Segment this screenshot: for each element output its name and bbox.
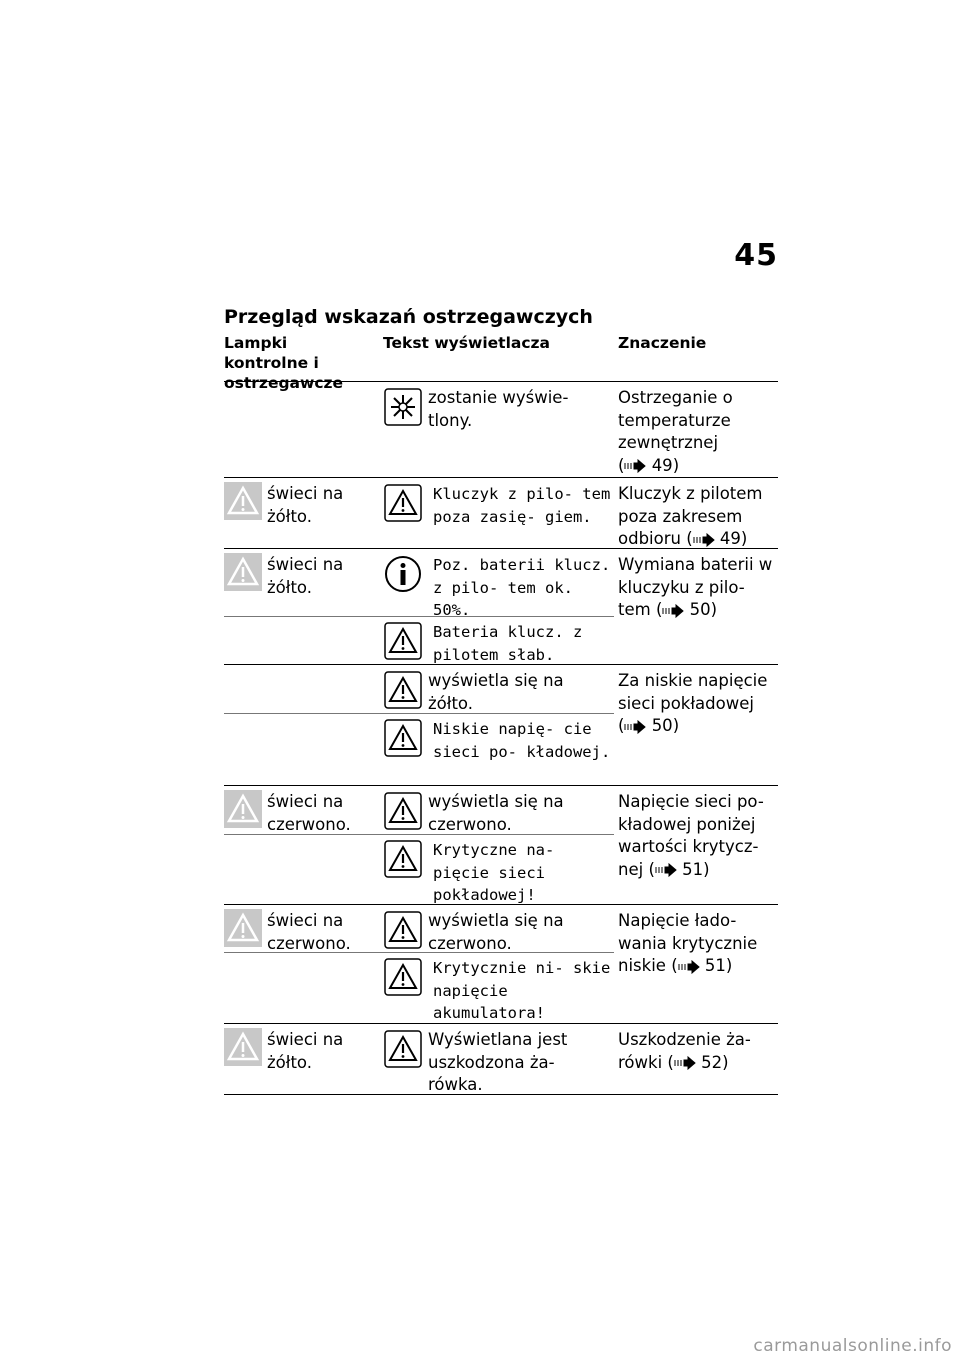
column-header-meaning: Znaczenie [618, 334, 707, 352]
table-row [224, 381, 778, 477]
warning-triangle-icon [384, 911, 422, 949]
page-number: 45 [734, 238, 778, 273]
arrow-icon [674, 1056, 696, 1070]
display-text: wyświetla się na żółto. [428, 671, 564, 713]
arrow-icon [693, 533, 715, 547]
column-header-lamps: Lampki kontrolne i ostrzegawcze [224, 334, 344, 392]
display-text: Krytycznie ni- skie napięcie akumulatora! [433, 959, 611, 1022]
display-text: Niskie napię- cie sieci po- kładowej. [433, 720, 611, 761]
warning-lamp-icon [224, 553, 262, 591]
meaning-text: Napięcie łado- wania krytycznie niskie ( 51) [618, 911, 758, 975]
meaning-text: Wymiana baterii w kluczyku z pilo- tem ( 50) [618, 555, 773, 619]
display-text: Krytyczne na- pięcie sieci pokładowej! [433, 841, 555, 904]
lamp-text: świeci na żółto. [267, 1030, 344, 1072]
display-text: wyświetla się na czerwono. [428, 792, 564, 834]
display-text: wyświetla się na czerwono. [428, 911, 564, 953]
footer-watermark: carmanualsonline.info [753, 1336, 952, 1356]
lamp-text: świeci na czerwono. [267, 792, 351, 834]
display-text: Bateria klucz. z pilotem słab. [433, 623, 583, 664]
display-text: Wyświetlana jest uszkodzona ża- rówka. [428, 1030, 568, 1094]
warning-triangle-icon [384, 840, 422, 878]
warning-lamp-icon [224, 482, 262, 520]
warning-lamp-icon [224, 909, 262, 947]
warning-lamp-icon [224, 1028, 262, 1066]
meaning-text: Za niskie napięcie sieci pokładowej ( 50) [618, 671, 768, 735]
arrow-icon [655, 863, 677, 877]
warning-triangle-icon [384, 671, 422, 709]
column-header-display: Tekst wyświetlacza [383, 334, 551, 352]
lamp-text: świeci na żółto. [267, 484, 344, 526]
warning-triangle-icon [384, 792, 422, 830]
display-text: Kluczyk z pilo- tem poza zasię- giem. [433, 485, 611, 526]
lamp-text: świeci na czerwono. [267, 911, 351, 953]
table-row [224, 664, 778, 735]
table-row [224, 1023, 778, 1095]
table-row [224, 904, 778, 975]
arrow-icon [624, 720, 646, 734]
arrow-icon [678, 960, 700, 974]
warning-triangle-icon [384, 1030, 422, 1068]
display-text: Poz. baterii klucz. z pilo- tem ok. 50%. [433, 556, 611, 619]
warning-lamp-icon [224, 790, 262, 828]
warning-triangle-icon [384, 622, 422, 660]
meaning-text: Uszkodzenie ża- rówki ( 52) [618, 1030, 751, 1072]
meaning-text: Kluczyk z pilotem poza zakresem odbioru ( 49) [618, 484, 763, 548]
warning-triangle-icon [384, 958, 422, 996]
section-title: Przegląd wskazań ostrzegawczych [224, 306, 593, 328]
display-text: zostanie wyświe- tlony. [428, 388, 569, 430]
table-row [224, 616, 778, 664]
snowflake-icon [384, 388, 422, 426]
table-row [224, 477, 778, 548]
info-icon [384, 555, 422, 593]
table-row [224, 548, 778, 619]
warning-table [224, 381, 778, 1095]
meaning-text: Napięcie sieci po- kładowej poniżej wartości krytycz- nej ( 51) [618, 792, 764, 879]
warning-triangle-icon [384, 484, 422, 522]
lamp-text: świeci na żółto. [267, 555, 344, 597]
warning-triangle-icon [384, 719, 422, 757]
arrow-icon [624, 459, 646, 473]
meaning-text: Ostrzeganie o temperaturze zewnętrznej ( 49) [618, 388, 733, 475]
